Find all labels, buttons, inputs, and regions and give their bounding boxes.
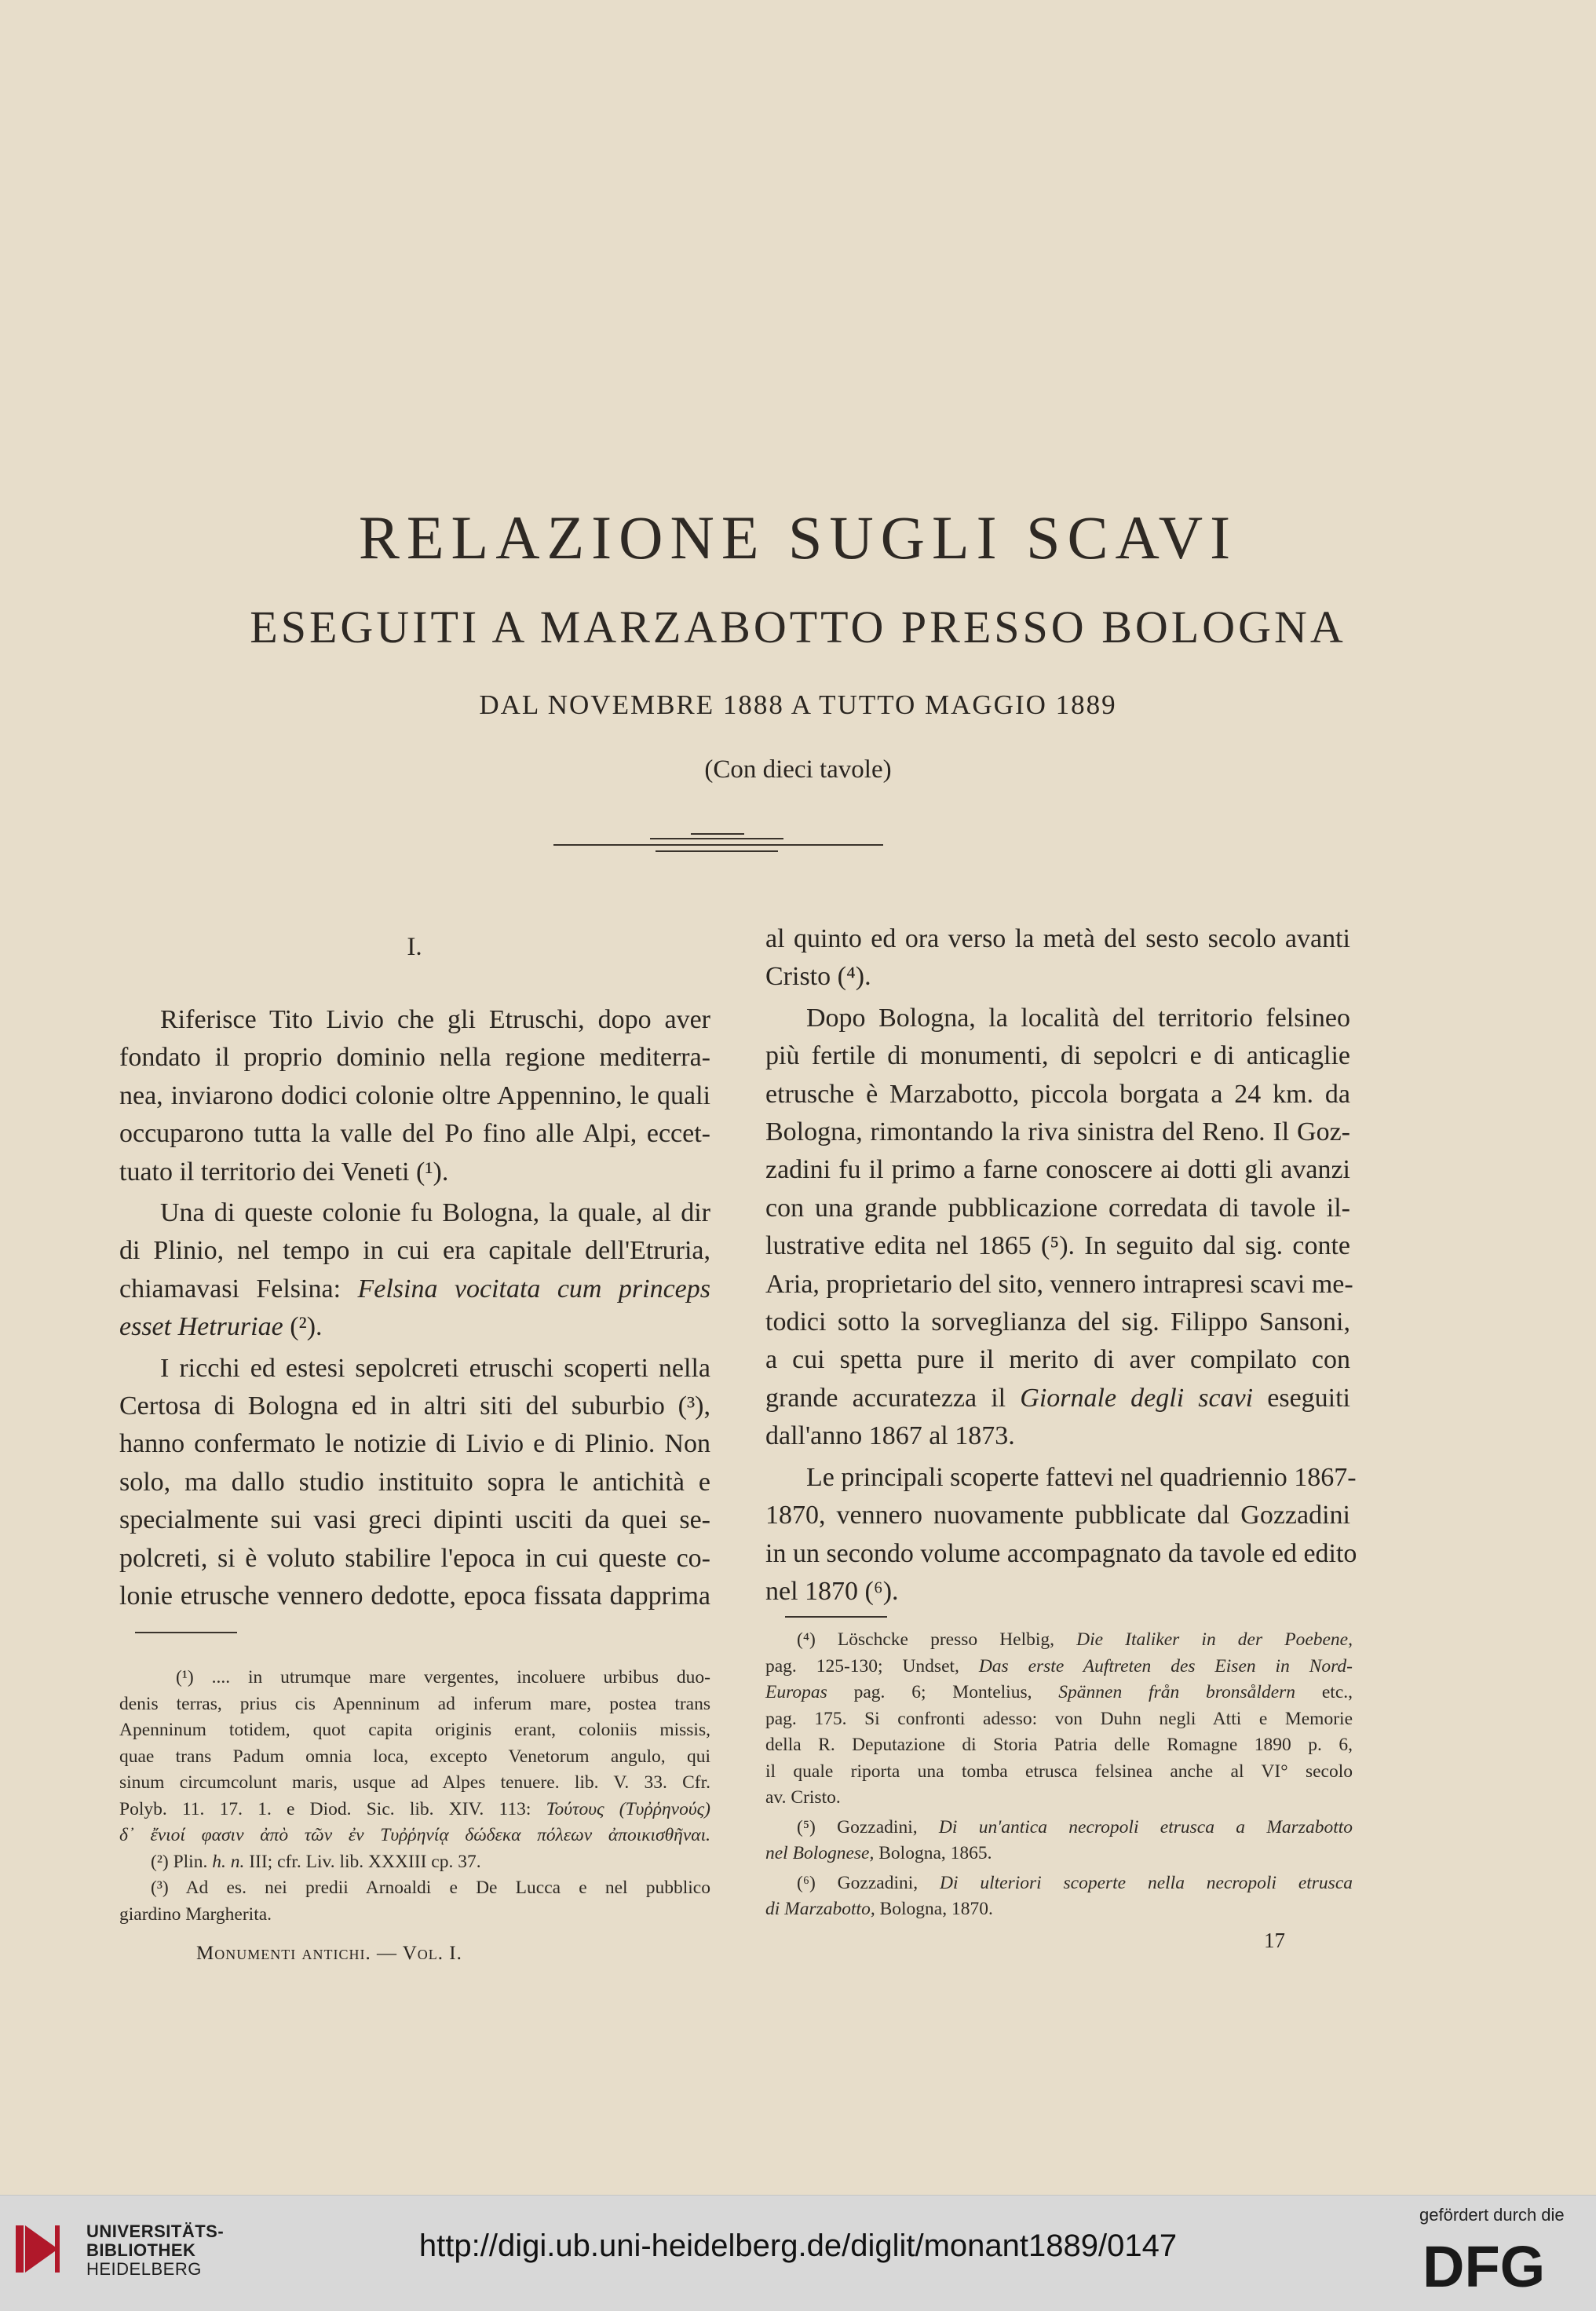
permalink-url[interactable]: http://digi.ub.uni-heidelberg.de/diglit/monant1889/0147: [418, 2229, 1178, 2263]
footnote-text: pag. 6; Montelius,: [853, 1682, 1032, 1702]
footnote-text: (⁶) Gozzadini,: [797, 1872, 919, 1893]
paragraph-line: solo, ma dallo studio instituito sopra le antichità e: [119, 1467, 710, 1497]
book-title: Europas: [765, 1682, 827, 1702]
book-title: Das erste Auftreten des Eisen in Nord-: [978, 1655, 1353, 1677]
title-date-range: DAL NOVEMBRE 1888 A TUTTO MAGGIO 1889: [479, 689, 1117, 720]
footnote-line: [119, 1797, 710, 1823]
footnote-line: della R. Deputazione di Storia Patria delle Romagne 1890 p. 6,: [765, 1735, 1353, 1755]
paragraph-line: nea, inviarono dodici colonie oltre Appennino, le quali: [119, 1081, 710, 1110]
paragraph-line: polcreti, si è voluto stabilire l'epoca in cui queste co-: [119, 1543, 710, 1573]
left-column: [119, 1001, 710, 1616]
book-title: Die Italiker in der Poebene,: [1076, 1629, 1353, 1650]
footnote-line: [765, 1680, 1353, 1706]
viewer-footer: [0, 2195, 1596, 2311]
footnote-line: (³) Ad es. nei predii Arnoaldi e De Lucca e nel pubblico: [151, 1878, 710, 1898]
footnote-line: sinum circumcolunt maris, usque ad Alpes tenuere. lib. V. 33. Cfr.: [119, 1772, 710, 1793]
paragraph-line: Le principali scoperte fattevi nel quadriennio 1867-: [806, 1462, 1357, 1492]
footnotes-left: [119, 1665, 710, 1928]
footnote-line: il quale riporta una tomba etrusca felsinea anche al VI° secolo: [765, 1761, 1353, 1782]
title-subtitle: ESEGUITI A MARZABOTTO PRESSO BOLOGNA: [250, 602, 1346, 653]
right-column: [765, 920, 1357, 1611]
footnote-text: (²) Plin.: [151, 1851, 208, 1872]
title-main: RELAZIONE SUGLI SCAVI: [358, 503, 1238, 572]
paragraph-text: grande accuratezza il: [765, 1383, 1006, 1413]
footnote-line: [765, 1841, 1353, 1867]
book-title: Spännen från bronsåldern: [1058, 1682, 1296, 1702]
paragraph-line: specialmente sui vasi greci dipinti usciti da quei se-: [119, 1505, 710, 1535]
paragraph-line: Certosa di Bologna ed in altri siti del suburbio (³),: [119, 1391, 710, 1421]
paragraph-line: nel 1870 (⁶).: [765, 1576, 899, 1606]
paragraph-line: tuato il territorio dei Veneti (¹).: [119, 1157, 449, 1187]
paragraph-line: Cristo (⁴).: [765, 962, 871, 992]
paragraph-line: a cui spetta pure il merito di aver compilato con: [765, 1345, 1350, 1375]
paragraph-line: fondato il proprio dominio nella regione mediterra-: [119, 1043, 710, 1073]
paragraph-line: Una di queste colonie fu Bologna, la quale, al dir: [160, 1198, 710, 1228]
paragraph-line: dall'anno 1867 al 1873.: [765, 1421, 1015, 1451]
paragraph-line: lustrative edita nel 1865 (⁵). In seguito dal sig. conte: [765, 1231, 1350, 1261]
paragraph-line: Aria, proprietario del sito, vennero intrapresi scavi me-: [765, 1269, 1353, 1299]
paragraph-line: todici sotto la sorveglianza del sig. Filippo Sansoni,: [765, 1307, 1350, 1337]
footnote-line: giardino Margherita.: [119, 1903, 272, 1925]
paragraph-line: I ricchi ed estesi sepolcreti etruschi scoperti nella: [160, 1353, 710, 1383]
page-number: 17: [1264, 1929, 1285, 1952]
paragraph-line: hanno confermato le notizie di Livio e di Plinio. Non: [119, 1429, 710, 1459]
footnote-text: III; cfr. Liv. lib. XXXIII cp. 37.: [249, 1851, 481, 1872]
paragraph-text: chiamavasi Felsina:: [119, 1274, 341, 1304]
footnote-line: av. Cristo.: [765, 1787, 841, 1808]
footnote-line: pag. 175. Si confronti adesso: von Duhn negli Atti e Memorie: [765, 1708, 1353, 1729]
footnote-line: Apenninum totidem, quot capita originis erant, coloniis missis,: [119, 1720, 710, 1740]
footnotes-right: [765, 1627, 1353, 1923]
journal-title: Giornale degli scavi: [1020, 1383, 1254, 1413]
printer-signature: Monumenti antichi. — Vol. I.: [196, 1943, 462, 1964]
footnote-ref: (²).: [290, 1312, 323, 1342]
paragraph-line: [765, 1380, 1350, 1417]
footnote-line: [765, 1896, 1353, 1923]
paragraph-line: zadini fu il primo a farne conoscere ai dotti gli avanzi: [765, 1155, 1350, 1185]
footnote-line: [765, 1870, 1353, 1897]
paragraph-line: [119, 1308, 710, 1346]
footnote-line: [765, 1627, 1353, 1654]
dfg-logo-text: DFG: [1423, 2238, 1546, 2293]
book-title: Di ulteriori scoperte nella necropoli etrusca: [939, 1872, 1353, 1893]
footnote-line: [765, 1815, 1353, 1841]
citation-abbrev: h. n.: [212, 1851, 245, 1872]
funded-by-label: gefördert durch die: [1419, 2205, 1565, 2225]
dfg-logo-icon[interactable]: [1423, 2238, 1572, 2293]
footnote-line: denis terras, prius cis Apenninum ad inferum mare, postea trans: [119, 1693, 710, 1714]
paragraph-line: [119, 1271, 710, 1308]
paragraph-text: eseguiti: [1267, 1383, 1351, 1413]
footnote-line: [119, 1849, 710, 1876]
paragraph-line: occuparono tutta la valle del Po fino alle Alpi, eccet-: [119, 1119, 710, 1149]
greek-quote-line: δ᾽ ἔνιοί φασιν ἀπὸ τῶν ἐν Τυῤῥηνίᾳ δώδεκα πόλεων ἀποικισθῆναι.: [119, 1825, 710, 1845]
book-title: Di un'antica necropoli etrusca a Marzabotto: [938, 1816, 1353, 1837]
footnote-rule-right: [785, 1616, 887, 1618]
paragraph-line: lonie etrusche vennero dedotte, epoca fissata dapprima: [119, 1581, 710, 1611]
paragraph-line: al quinto ed ora verso la metà del sesto secolo avanti: [765, 924, 1350, 953]
footnote-rule-left: [135, 1632, 237, 1633]
footnote-text: (⁴) Löschcke presso Helbig,: [797, 1629, 1055, 1650]
paragraph-line: di Plinio, nel tempo in cui era capitale dell'Etruria,: [119, 1236, 710, 1266]
latin-quote: Felsina vocitata cum princeps: [357, 1274, 710, 1304]
paragraph-line: 1870, vennero nuovamente pubblicate dal Gozzadini: [765, 1501, 1350, 1530]
footnote-text: Bologna, 1870.: [879, 1899, 993, 1919]
footnote-text: Bologna, 1865.: [878, 1843, 992, 1863]
paragraph-line: in un secondo volume accompagnato da tavole ed edito: [765, 1538, 1357, 1568]
title-plates-note: (Con dieci tavole): [704, 755, 892, 784]
paragraph-line: Riferisce Tito Livio che gli Etruschi, dopo aver: [160, 1005, 710, 1034]
paragraph-line: etrusche è Marzabotto, piccola borgata a 24 km. da: [765, 1079, 1350, 1109]
section-heading: I.: [407, 933, 422, 961]
book-title: nel Bolognese,: [765, 1843, 875, 1863]
greek-quote: Τούτους (Τυῤῥηνούς): [546, 1798, 711, 1819]
footnote-text: (⁵) Gozzadini,: [797, 1816, 918, 1837]
footnote-text: pag. 125-130; Undset,: [765, 1655, 959, 1677]
footnote-text: Polyb. 11. 17. 1. e Diod. Sic. lib. XIV. 113:: [119, 1798, 531, 1819]
paragraph-line: Dopo Bologna, la località del territorio felsineo: [806, 1003, 1350, 1033]
paragraph-line: con una grande pubblicazione corredata di tavole il-: [765, 1193, 1350, 1223]
paragraph-line: Bologna, rimontando la riva sinistra del Reno. Il Goz-: [765, 1117, 1350, 1147]
paragraph-line: più fertile di monumenti, di sepolcri e di anticaglie: [765, 1041, 1350, 1071]
footnote-text: etc.,: [1321, 1682, 1353, 1702]
footnote-line: (¹) .... in utrumque mare vergentes, incoluere urbibus duo-: [176, 1667, 710, 1688]
footnote-line: quae trans Padum omnia loca, excepto Venetorum angulo, qui: [119, 1746, 710, 1767]
footnote-line: [765, 1654, 1353, 1680]
book-title: di Marzabotto,: [765, 1899, 875, 1919]
library-name: UNIVERSITÄTS- BIBLIOTHEK HEIDELBERG: [86, 2221, 225, 2279]
latin-quote-end: esset Hetruriae: [119, 1312, 283, 1342]
